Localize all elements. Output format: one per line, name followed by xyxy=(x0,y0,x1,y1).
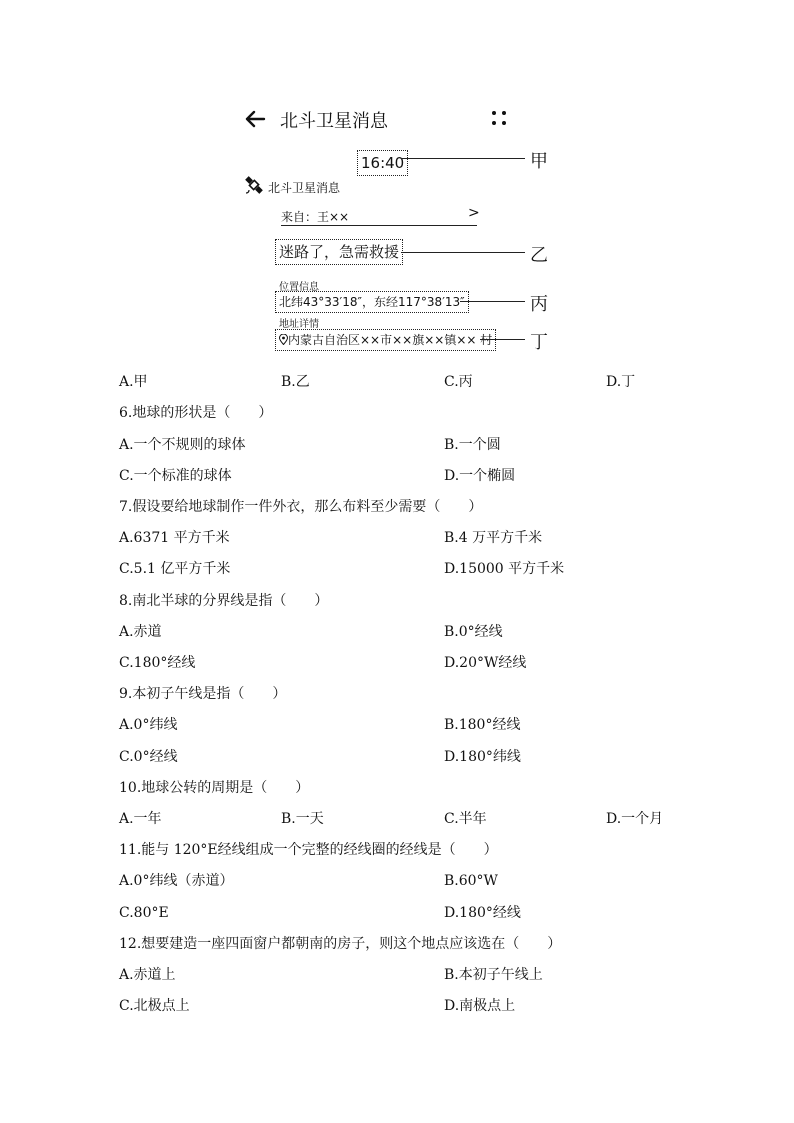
q10-option-c[interactable]: C.半年 xyxy=(444,811,487,827)
message-text: 迷路了，急需救援 xyxy=(279,243,400,261)
q6-option-b[interactable]: B.一个圆 xyxy=(444,437,501,453)
callout-bing: 丙 xyxy=(530,294,548,315)
q5-option-a[interactable]: A.甲 xyxy=(119,374,148,390)
q12-option-c[interactable]: C.北极点上 xyxy=(119,998,190,1014)
q9-option-b[interactable]: B.180°经线 xyxy=(444,717,521,733)
callout-ding: 丁 xyxy=(530,332,548,353)
q12-option-d[interactable]: D.南极点上 xyxy=(444,998,516,1014)
time-box xyxy=(357,150,408,176)
location-text: 北纬43°33′18″，东经117°38′13″ xyxy=(279,295,465,309)
q8-option-c[interactable]: C.180°经线 xyxy=(119,655,196,671)
q9-option-c[interactable]: C.0°经线 xyxy=(119,749,178,765)
q11-stem: 11.能与 120°E经线组成一个完整的经线圈的经线是（ ） xyxy=(119,842,498,858)
leader-line-jia xyxy=(401,158,525,159)
q8-option-d[interactable]: D.20°W经线 xyxy=(444,655,527,671)
q7-stem: 7.假设要给地球制作一件外衣，那么布料至少需要（ ） xyxy=(119,499,483,515)
header-title: 北斗卫星消息 xyxy=(280,111,388,132)
callout-yi: 乙 xyxy=(530,245,548,266)
address-label: 地址详情 xyxy=(279,319,319,330)
q11-option-c[interactable]: C.80°E xyxy=(119,905,169,921)
q12-option-b[interactable]: B.本初子午线上 xyxy=(444,967,543,983)
location-label: 位置信息 xyxy=(279,282,319,293)
callout-jia: 甲 xyxy=(530,151,548,172)
leader-line-yi xyxy=(401,252,525,253)
q5-option-b[interactable]: B.乙 xyxy=(281,374,310,390)
q9-option-a[interactable]: A.0°纬线 xyxy=(119,717,178,733)
q7-option-b[interactable]: B.4 万平方千米 xyxy=(444,530,543,546)
q8-stem: 8.南北半球的分界线是指（ ） xyxy=(119,593,329,609)
address-text: 内蒙古自治区××市××旗××镇×× 村 xyxy=(288,333,493,347)
app-label: 北斗卫星消息 xyxy=(268,181,341,195)
q6-option-c[interactable]: C.一个标准的球体 xyxy=(119,468,232,484)
q6-stem: 6.地球的形状是（ ） xyxy=(119,405,273,421)
location-box xyxy=(275,291,469,313)
q12-stem: 12.想要建造一座四面窗户都朝南的房子，则这个地点应该选在（ ） xyxy=(119,936,562,952)
location-pin-icon xyxy=(279,334,288,345)
q12-option-a[interactable]: A.赤道上 xyxy=(119,967,176,983)
q6-option-a[interactable]: A.一个不规则的球体 xyxy=(119,437,246,453)
q8-option-b[interactable]: B.0°经线 xyxy=(444,624,503,640)
satellite-icon xyxy=(243,174,265,196)
sender-label: 来自：王×× xyxy=(281,210,350,224)
q6-option-d[interactable]: D.一个椭圆 xyxy=(444,468,516,484)
q10-option-d[interactable]: D.一个月 xyxy=(606,811,664,827)
more-icon[interactable] xyxy=(490,109,508,127)
q10-option-a[interactable]: A.一年 xyxy=(119,811,162,827)
q9-option-d[interactable]: D.180°纬线 xyxy=(444,749,521,765)
leader-line-ding xyxy=(480,339,525,340)
q8-option-a[interactable]: A.赤道 xyxy=(119,624,162,640)
q10-option-b[interactable]: B.一天 xyxy=(281,811,324,827)
q5-option-c[interactable]: C.丙 xyxy=(444,374,473,390)
message-box xyxy=(275,239,403,265)
q7-option-c[interactable]: C.5.1 亿平方千米 xyxy=(119,561,231,577)
q5-option-d[interactable]: D.丁 xyxy=(606,374,636,390)
sender-chevron-icon[interactable]: > xyxy=(468,205,480,221)
time-text: 16:40 xyxy=(361,154,405,172)
sender-underline xyxy=(281,225,477,226)
q10-stem: 10.地球公转的周期是（ ） xyxy=(119,780,310,796)
back-arrow-icon[interactable] xyxy=(244,110,266,128)
q11-option-d[interactable]: D.180°经线 xyxy=(444,905,521,921)
q9-stem: 9.本初子午线是指（ ） xyxy=(119,686,287,702)
address-box xyxy=(275,329,496,351)
q7-option-a[interactable]: A.6371 平方千米 xyxy=(119,530,230,546)
q11-option-b[interactable]: B.60°W xyxy=(444,873,498,889)
leader-line-bing xyxy=(460,301,525,302)
q11-option-a[interactable]: A.0°纬线（赤道） xyxy=(119,873,234,889)
q7-option-d[interactable]: D.15000 平方千米 xyxy=(444,561,565,577)
